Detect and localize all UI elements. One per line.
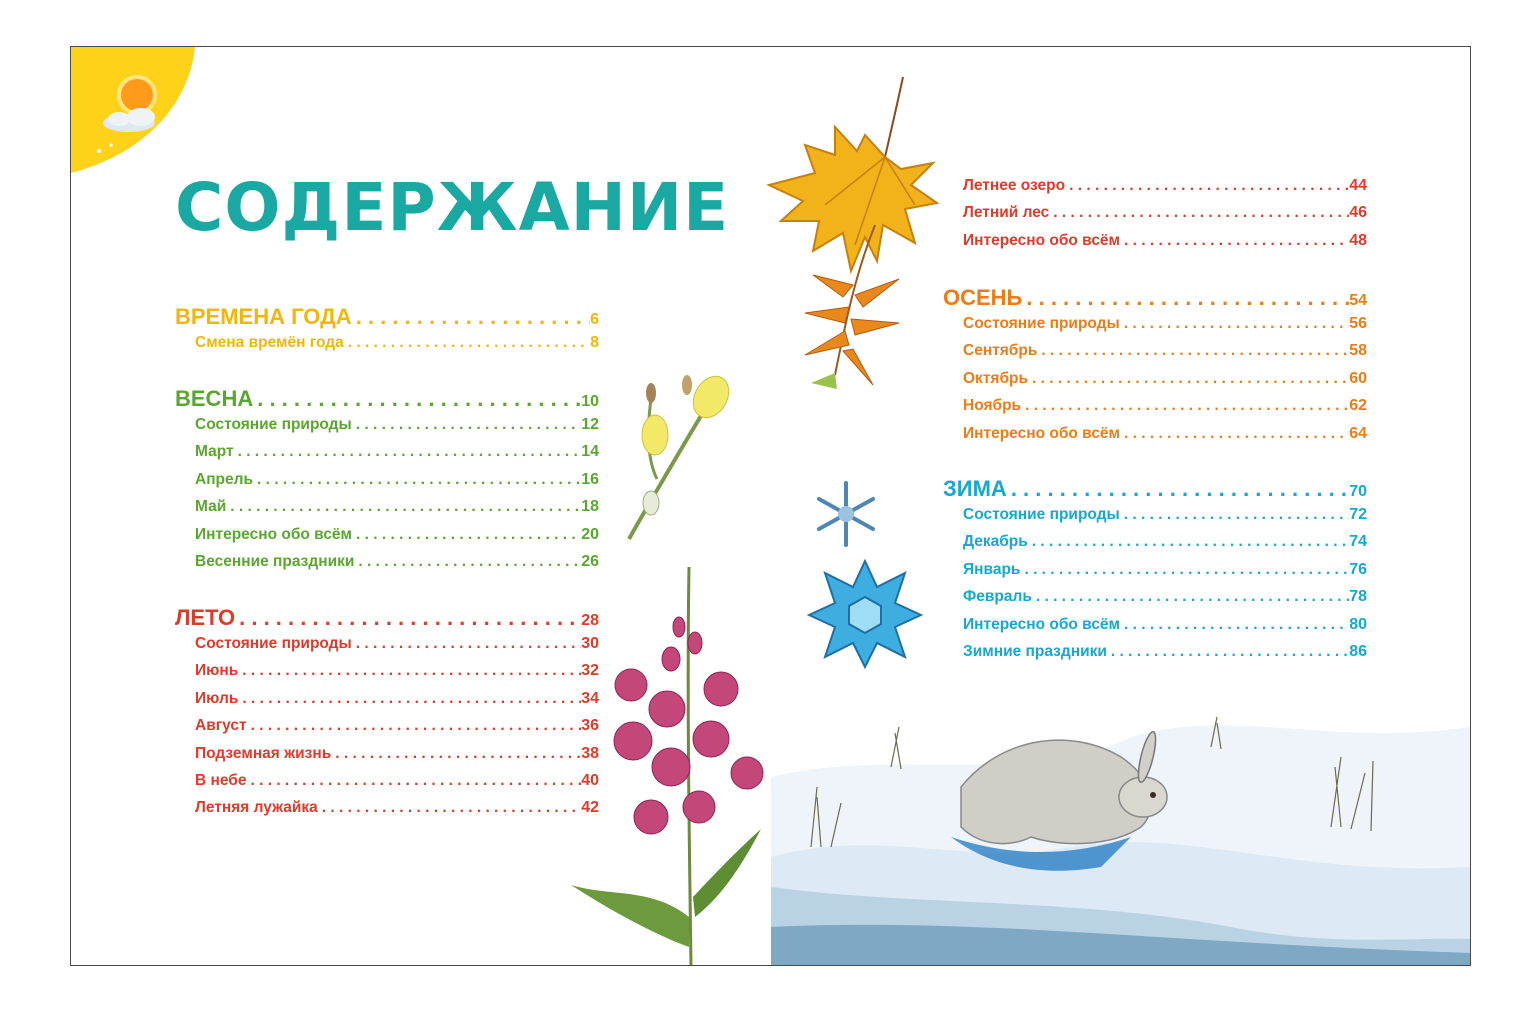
leader-dots [1007,476,1349,502]
toc-page-number: 86 [1349,642,1367,660]
toc-entry-label: Интересно обо всём [963,424,1121,442]
toc-page-number: 14 [581,443,599,461]
toc-entry[interactable] [175,772,599,799]
leader-dots [226,498,581,516]
leader-dots [1022,285,1349,311]
leader-dots [235,605,581,631]
leader-dots [1120,506,1349,524]
toc-section-summer [175,605,599,827]
toc-page-number: 76 [1349,560,1367,578]
toc-heading[interactable] [175,386,599,416]
toc-entry-label: Декабрь [963,533,1028,551]
toc-page-number: 20 [581,525,599,543]
toc-heading[interactable] [175,304,599,334]
toc-page-number: 58 [1349,342,1367,360]
toc-section-seasons [175,304,599,361]
toc-section-autumn [943,285,1367,452]
toc-heading-label: ЛЕТО [175,605,236,630]
leader-dots [1120,232,1349,250]
toc-page-number: 56 [1349,315,1367,332]
toc-page-number: 44 [1349,177,1367,194]
toc-entry-label: Апрель [195,470,254,488]
leader-dots [1020,561,1349,579]
toc-entry-label: Состояние природы [963,315,1120,332]
toc-entry-label: Интересно обо всём [195,525,353,543]
toc-page-number: 12 [581,416,599,433]
toc-page-number: 8 [590,334,599,351]
leader-dots [247,717,582,735]
toc-entry[interactable] [943,232,1367,259]
toc-entry-label: Июль [195,689,239,707]
toc-heading-label: ОСЕНЬ [943,285,1023,310]
toc-entry-label: Интересно обо всём [963,231,1121,249]
toc-section-spring [175,386,599,580]
toc-entry-label: Зимние праздники [963,642,1107,660]
toc-page-number: 78 [1349,588,1367,606]
willow-branch-icon [617,369,737,549]
leader-dots [1049,204,1349,222]
toc-section-summer-continued [943,177,1367,259]
leader-dots [352,416,581,434]
leader-dots [1032,588,1349,606]
toc-page-number: 62 [1349,397,1367,415]
toc-heading-label: ВЕСНА [175,386,254,411]
toc-entry[interactable] [943,506,1367,533]
toc-page-number: 60 [1349,369,1367,387]
toc-entry[interactable] [943,561,1367,588]
toc-page-number: 72 [1349,506,1367,523]
toc-page-number: 70 [1349,483,1367,500]
toc-entry[interactable] [175,553,599,580]
toc-entry-label: Март [195,443,234,461]
toc-entry[interactable] [943,397,1367,424]
toc-page-number: 18 [581,498,599,516]
leader-dots [354,553,581,571]
toc-page-number: 10 [581,393,599,410]
toc-entry[interactable] [943,616,1367,643]
leader-dots [238,662,581,680]
toc-entry-label: Октябрь [963,369,1029,387]
toc-entry[interactable] [943,588,1367,615]
toc-entry[interactable] [943,204,1367,231]
toc-entry-label: Май [195,498,227,516]
toc-heading-label: ВРЕМЕНА ГОДА [175,304,352,329]
leader-dots [1120,616,1349,634]
toc-entry-label: Июнь [195,662,239,680]
toc-entry[interactable] [943,643,1367,670]
toc-entry[interactable] [943,177,1367,204]
toc-page-number: 34 [581,689,599,707]
toc-entry[interactable] [943,370,1367,397]
toc-page-number: 6 [590,311,599,328]
toc-entry-label: Состояние природы [195,635,352,652]
toc-page-number: 46 [1349,204,1367,222]
toc-page-number: 40 [581,771,599,789]
toc-entry[interactable] [175,690,599,717]
toc-entry[interactable] [175,498,599,525]
leader-dots [352,304,590,330]
toc-heading[interactable] [943,285,1367,315]
hare-in-snow-illustration [771,707,1470,965]
toc-entry[interactable] [175,717,599,744]
toc-page-number: 36 [581,717,599,735]
toc-heading-label: ЗИМА [943,476,1007,501]
leader-dots [331,745,581,763]
leader-dots [352,526,581,544]
toc-entry[interactable] [175,443,599,470]
snowflake-icon [807,559,923,669]
toc-entry[interactable] [175,635,599,662]
toc-page-number: 16 [581,470,599,488]
leader-dots [1037,342,1349,360]
toc-page-number: 74 [1349,533,1367,551]
toc-page-number: 32 [581,662,599,680]
toc-entry[interactable] [175,471,599,498]
leader-dots [1028,370,1349,388]
toc-entry-label: Состояние природы [963,506,1120,523]
toc-page-number: 48 [1349,231,1367,249]
toc-entry[interactable] [943,425,1367,452]
fireweed-flower-icon [571,567,781,965]
toc-entry[interactable] [175,745,599,772]
leader-dots [1120,315,1349,333]
toc-entry-label: Январь [963,560,1021,578]
leader-dots [1065,177,1349,195]
toc-entry-label: Летний лес [963,204,1050,222]
toc-entry-label: Интересно обо всём [963,615,1121,633]
toc-entry[interactable] [175,416,599,443]
toc-entry[interactable] [175,662,599,689]
toc-page-number: 26 [581,552,599,570]
leader-dots [253,386,581,412]
leader-dots [1028,533,1349,551]
toc-entry[interactable] [175,799,599,826]
leader-dots [1120,425,1349,443]
toc-page-number: 64 [1349,424,1367,442]
leader-dots [253,471,581,489]
leader-dots [318,799,581,817]
toc-entry-label: Состояние природы [195,416,352,433]
toc-entry-label: Летнее озеро [963,177,1066,194]
toc-entry-label: Летняя лужайка [195,799,318,817]
toc-entry-label: Ноябрь [963,397,1022,415]
toc-page-number: 42 [581,799,599,817]
toc-entry-label: Сентябрь [963,342,1038,360]
sun-cloud-icon [71,47,201,177]
toc-page-number: 30 [581,635,599,652]
leader-dots [1021,397,1349,415]
toc-entry[interactable] [175,526,599,553]
snowflake-icon [807,479,885,549]
toc-entry-label: Подземная жизнь [195,744,332,762]
toc-page-number: 28 [581,612,599,629]
toc-page-number: 80 [1349,615,1367,633]
leader-dots [344,334,590,352]
toc-entry-label: В небе [195,771,247,789]
toc-heading[interactable] [175,605,599,635]
toc-entry[interactable] [943,315,1367,342]
toc-entry[interactable] [175,334,599,361]
leader-dots [246,772,581,790]
leader-dots [352,635,581,653]
toc-section-winter [943,476,1367,670]
toc-entry-label: Август [195,717,247,735]
toc-page-number: 54 [1349,292,1367,309]
toc-entry[interactable] [943,342,1367,369]
toc-entry[interactable] [943,533,1367,560]
toc-entry-label: Смена времён года [195,334,344,351]
book-spread [70,46,1471,966]
leader-dots [1107,643,1349,661]
leader-dots [238,690,581,708]
toc-page-number: 38 [581,744,599,762]
toc-entry-label: Весенние праздники [195,552,355,570]
toc-heading[interactable] [943,476,1367,506]
toc-entry-label: Февраль [963,588,1032,606]
leader-dots [234,443,582,461]
page-title: СОДЕРЖАНИЕ [175,169,730,246]
maple-leaf-icon [765,75,945,395]
